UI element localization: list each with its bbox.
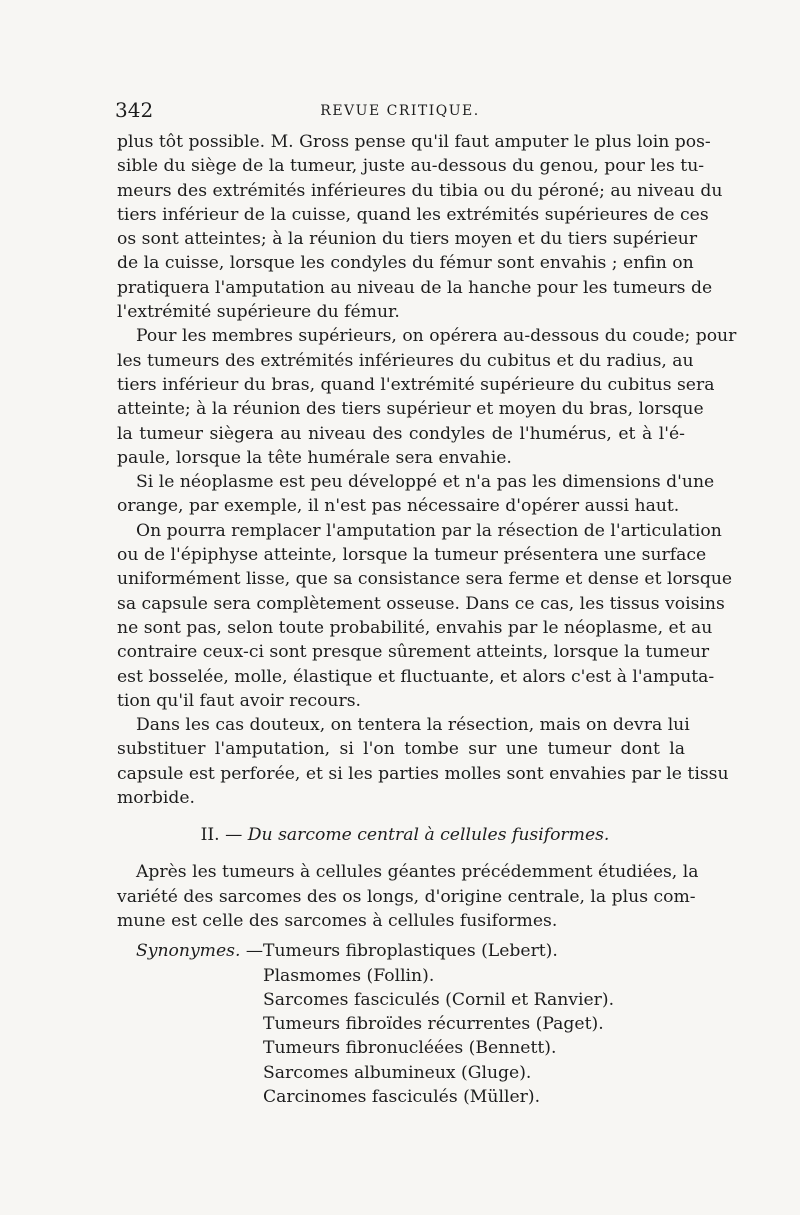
text-line: atteinte; à la réunion des tiers supérieur et moyen du bras, lorsque [117,399,704,420]
section-number: II. — [200,825,243,846]
text-line: sible du siège de la tumeur, juste au-dessous du genou, pour les tu- [117,156,705,177]
synonym-item: Plasmomes (Follin). [263,965,435,986]
text-line: On pourra remplacer l'amputation par la résection de l'articulation [136,520,722,541]
synonym-row [117,1085,685,1109]
spacer [117,810,685,822]
paragraph [117,470,715,519]
text-line: la tumeur siègera au niveau des condyles de l'humérus, et à l'é- [117,423,685,444]
text-line: substituer l'amputation, si l'on tombe sur une tumeur dont la [117,739,685,760]
synonym-item: Tumeurs fibronucléées (Bennett). [263,1038,557,1059]
synonym-item: Tumeurs fibroïdes récurrentes (Paget). [263,1014,604,1035]
text-line: ne sont pas, selon toute probabilité, envahis par le néoplasme, et au [117,617,713,638]
text-line: ou de l'épiphyse atteinte, lorsque la tumeur présentera une surface [117,545,707,566]
synonym-row [117,964,685,988]
text-line: est bosselée, molle, élastique et fluctuante, et alors c'est à l'amputa- [117,666,715,687]
paragraph [117,713,729,810]
text-line: variété des sarcomes des os longs, d'origine centrale, la plus com- [117,886,696,907]
section-heading [117,822,685,848]
spacer [117,848,685,860]
text-line: pratiquera l'amputation au niveau de la hanche pour les tumeurs de [117,277,713,298]
text-line: Dans les cas douteux, on tentera la résection, mais on devra lui [136,715,690,736]
text-line: os sont atteintes; à la réunion du tiers moyen et du tiers supérieur [117,229,698,250]
text-line: de la cuisse, lorsque les condyles du fémur sont envahis ; enfin on [117,253,694,274]
text-line: mune est celle des sarcomes à cellules fusiformes. [117,910,558,931]
text-line: l'extrémité supérieure du fémur. [117,302,400,323]
text-line: tiers inférieur de la cuisse, quand les extrémités supérieures de ces [117,204,709,225]
text-line: tiers inférieur du bras, quand l'extrémité supérieure du cubitus sera [117,374,715,395]
synonym-item: Sarcomes albumineux (Gluge). [263,1062,532,1083]
text-line: les tumeurs des extrémités inférieures du cubitus et du radius, au [117,350,694,371]
body-text [117,130,737,1109]
text-line: morbide. [117,788,195,809]
paragraph [117,130,723,324]
synonyms-dash: — [240,941,264,962]
synonyms-label-text: Synonymes. [136,941,241,962]
text-line: paule, lorsque la tête humérale sera envahie. [117,447,512,468]
synonyms-list [117,939,685,1109]
text-line: uniformément lisse, que sa consistance sera ferme et dense et lorsque [117,569,733,590]
text-line: Si le néoplasme est peu développé et n'a pas les dimensions d'une [136,472,715,493]
section-title: Du sarcome central à cellules fusiformes. [247,825,610,846]
paragraph [117,519,733,713]
synonym-item: Tumeurs fibroplastiques (Lebert). [263,941,558,962]
text-line: sa capsule sera complètement osseuse. Dans ce cas, les tissus voisins [117,593,725,614]
synonym-item: Sarcomes fasciculés (Cornil et Ranvier). [263,989,615,1010]
text-line: Après les tumeurs à cellules géantes précédemment étudiées, la [136,862,699,883]
synonyms-label [136,939,263,963]
synonym-row [117,988,685,1012]
text-line: contraire ceux-ci sont presque sûrement atteints, lorsque la tumeur [117,642,710,663]
text-line: tion qu'il faut avoir recours. [117,690,361,711]
paragraph [117,324,737,470]
synonym-item: Carcinomes fasciculés (Müller). [263,1086,541,1107]
running-title: REVUE CRITIQUE. [320,103,480,119]
synonym-row [117,939,685,963]
paragraph [117,860,699,933]
text-line: orange, par exemple, il n'est pas nécessaire d'opérer aussi haut. [117,496,680,517]
text-line: meurs des extrémités inférieures du tibia ou du péroné; au niveau du [117,180,723,201]
text-line: Pour les membres supérieurs, on opérera au-dessous du coude; pour [136,326,737,347]
page-header [115,96,685,126]
text-line: plus tôt possible. M. Gross pense qu'il faut amputer le plus loin pos- [117,132,711,152]
text-line: capsule est perforée, et si les parties molles sont envahies par le tissu [117,763,729,784]
page-number: 342 [115,98,154,122]
synonym-row [117,1036,685,1060]
synonym-row [117,1061,685,1085]
synonym-row [117,1012,685,1036]
